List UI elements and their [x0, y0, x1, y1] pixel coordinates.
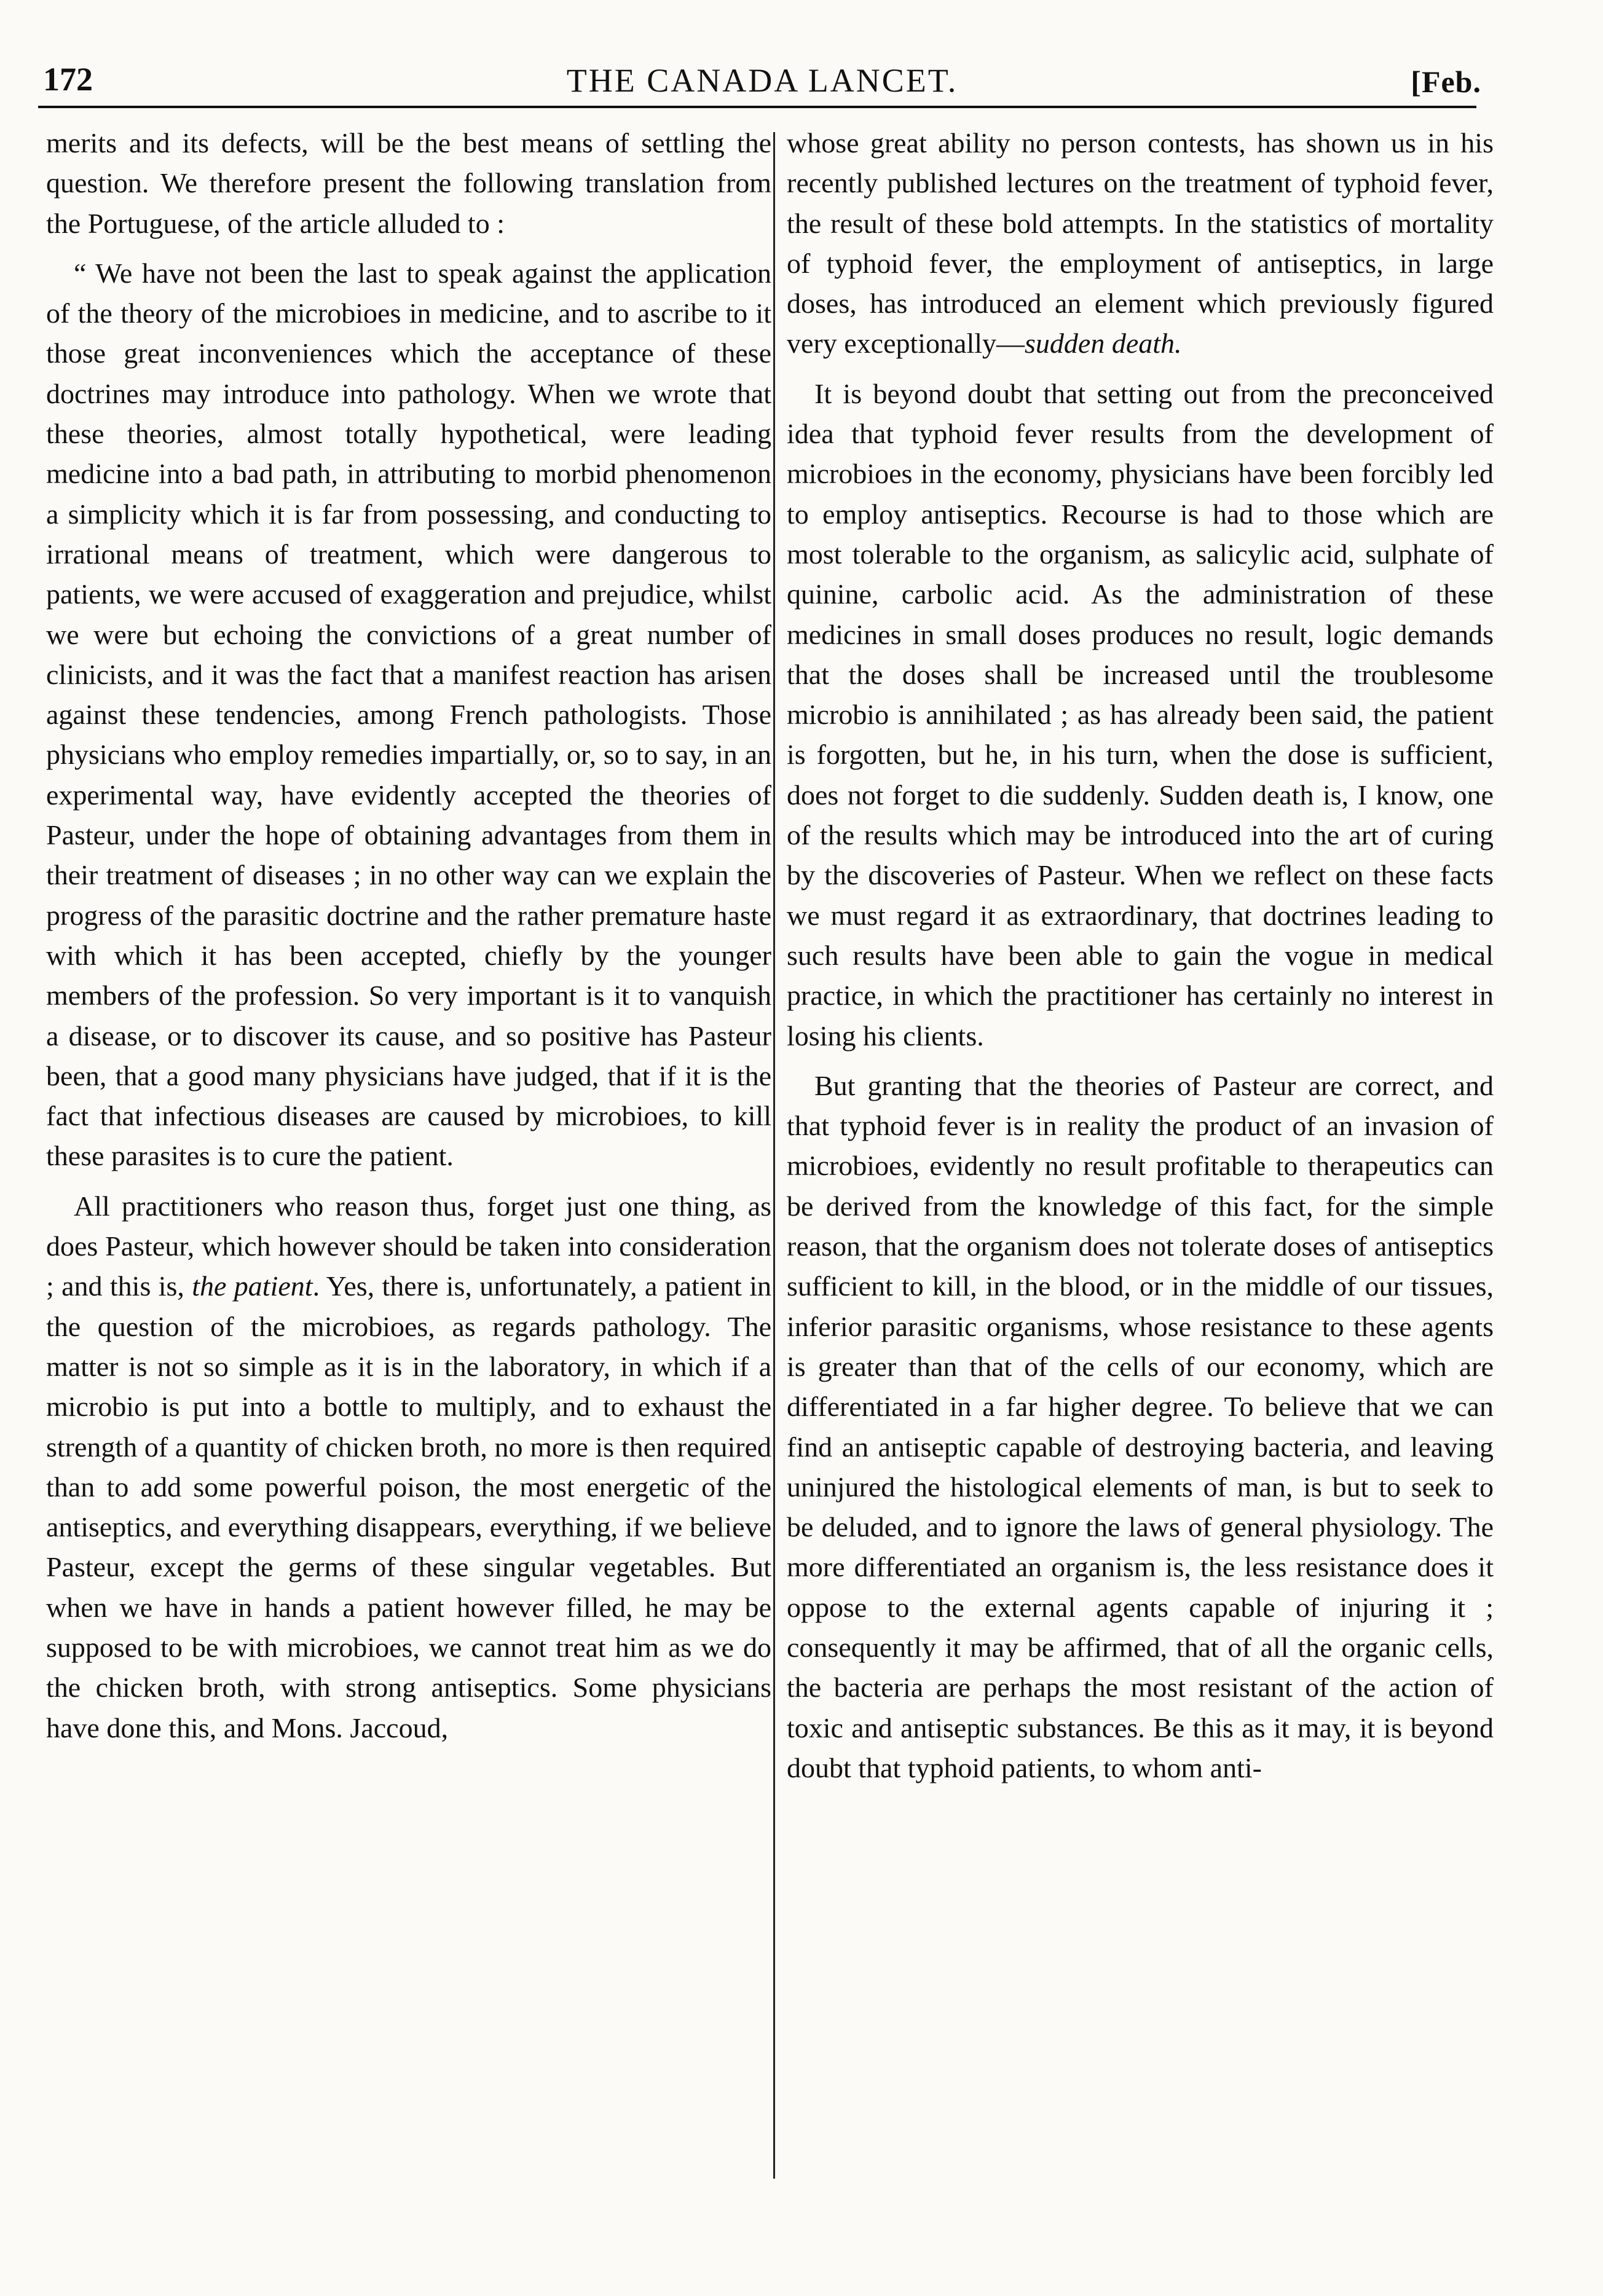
paragraph: But granting that the theories of Pasteur are correct, and that typhoid fever is in reality the product of an invasion of microbioes, evidently no result profitable to therapeutics can be derived from the knowledge of this fact, for the simple reason, that the organism does not tolerate doses of antiseptics sufficient to kill, in the blood, or in the middle of our tissues, inferior parasitic organisms, whose resistance to these agents is greater than that of the cells of our economy, which are differentiated in a far higher degree. To believe that we can find an antiseptic capable of destroying bacteria, and leaving uninjured the histological elements of man, is but to seek to be deluded, and to ignore the laws of general physiology. The more differentiated an organism is, the less resistance does it oppose to the external agents capable of injuring it ; consequently it may be affirmed, that of all the organic cells, the bacteria are perhaps the most resistant of the action of toxic and antiseptic substances. Be this as it may, it is beyond doubt that typhoid patients, to whom anti-: [787, 1069, 1494, 1783]
italic-phrase: sudden death.: [1025, 328, 1182, 360]
column-divider: [773, 132, 775, 2179]
paragraph: [46, 1186, 771, 1748]
running-header: [43, 55, 1481, 111]
paragraph: [787, 123, 1494, 364]
paragraph: merits and its defects, will be the best means of settling the question. We therefore present the following translation from the Portuguese, of the article alluded to :: [46, 127, 771, 239]
running-month: [Feb.: [1411, 65, 1481, 99]
paragraph-text: All practitioners who reason thus, forget just one thing, as does Pasteur, which however should be taken into consideration ; and this is,: [46, 1190, 771, 1302]
paragraph-text: . Yes, there is, unfortunately, a patient in the question of the microbioes, as regards pathology. The matter is not so simple as it is in the laboratory, in which if a microbio is put into a bottle to multiply, and to exhaust the strength of a quantity of chicken broth, no more is then required than to add some powerful poison, the most energetic of the antiseptics, and everything disappears, everything, if we believe Pasteur, except the germs of these singular vegetables. But when we have in hands a patient however filled, he may be supposed to be with microbioes, we cannot treat him as we do the chicken broth, with strong antiseptics. Some physicians have done this, and Mons. Jaccoud,: [46, 1270, 772, 1744]
paragraph: “ We have not been the last to speak against the application of the theory of the microbioes in medicine, and to ascribe to it those great inconveniences which the acceptance of these doctrines may introduce into pathology. When we wrote that these theories, almost totally hypothetical, were leading medicine into a bad path, in attributing to morbid phenomenon a simplicity which it is far from possessing, and conducting to irrational means of treatment, which were dangerous to patients, we were accused of exaggeration and prejudice, whilst we were but echoing the convictions of a great number of clinicists, and it was the fact that a manifest reaction has arisen against these tendencies, among French pathologists. Those physicians who employ remedies impartially, or, so to say, in an experimental way, have evidently accepted the theories of Pasteur, under the hope of obtaining advantages from them in their treatment of diseases ; in no other way can we explain the progress of the parasitic doctrine and the rather premature haste with which it has been accepted, chiefly by the younger members of the profession. So very important is it to vanquish a disease, or to discover its cause, and so positive has Pasteur been, that a good many physicians have judged, that if it is the fact that infectious diseases are caused by microbioes, to kill these parasites is to cure the patient.: [46, 257, 771, 1172]
left-column: [46, 123, 771, 1748]
header-rule: [38, 106, 1476, 108]
paragraph-text: whose great ability no person contests, has shown us in his recently published lectures on the treatment of typhoid fever, the result of these bold attempts. In the statistics of mortality of typhoid fever, the employment of antiseptics, in large doses, has introduced an element which previously figured very exceptionally—: [787, 127, 1494, 360]
journal-title: THE CANADA LANCET.: [566, 62, 958, 99]
italic-phrase: the patient: [192, 1270, 313, 1302]
right-column: [787, 123, 1494, 1788]
page-number: 172: [43, 61, 93, 98]
paragraph: It is beyond doubt that setting out from the preconceived idea that typhoid fever results from the development of microbioes in the economy, physicians have been forcibly led to employ antiseptics. Recourse is had to those which are most tolerable to the organism, as salicylic acid, sulphate of quinine, carbolic acid. As the administration of these medicines in small doses produces no result, logic demands that the doses shall be increased until the troublesome microbio is annihilated ; as has already been said, the patient is forgotten, but he, in his turn, when the dose is sufficient, does not forget to die suddenly. Sudden death is, I know, one of the results which may be introduced into the art of curing by the discoveries of Pasteur. When we reflect on these facts we must regard it as extraordinary, that doctrines leading to such results have been able to gain the vogue in medical practice, in which the practitioner has certainly no interest in losing his clients.: [787, 377, 1494, 1052]
